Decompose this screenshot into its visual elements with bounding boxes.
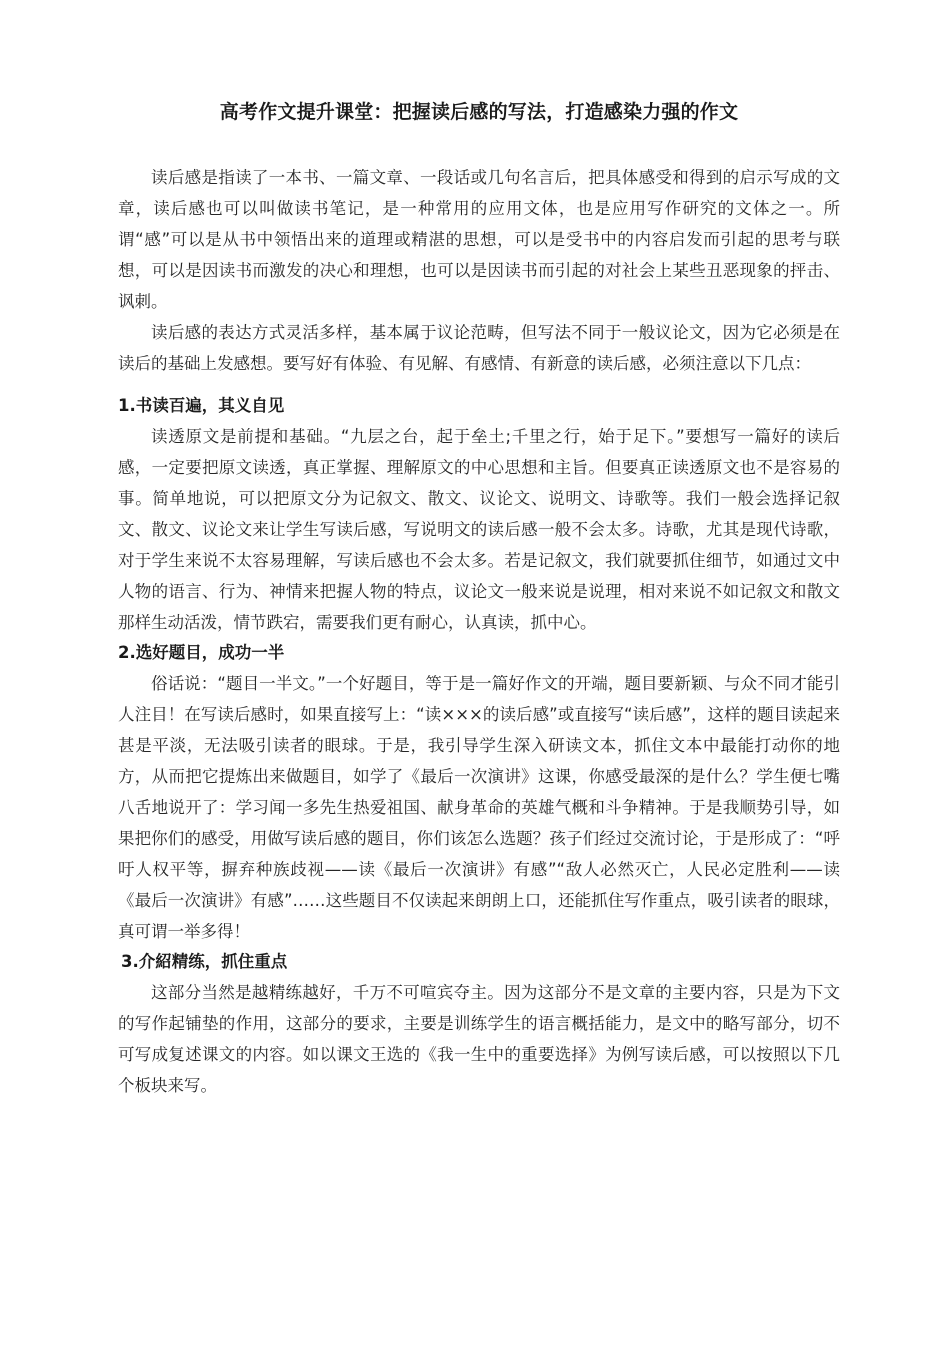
intro-paragraph-1: 读后感是指读了一本书、一篇文章、一段话或几句名言后，把具体感受和得到的启示写成的文章，读后感也可以叫做读书笔记，是一种常用的应用文体，也是应用写作研究的文体之一。所谓“感”可以是从书中领悟出来的道理或精湛的思想，可以是受书中的内容启发而引起的思考与联想，可以是因读书而激发的决心和理想，也可以是因读书而引起的对社会上某些丑恶现象的抨击、讽刺。 bbox=[118, 168, 840, 311]
section-3-body: 这部分当然是越精练越好，千万不可喧宾夺主。因为这部分不是文章的主要内容，只是为下文的写作起铺垫的作用，这部分的要求，主要是训练学生的语言概括能力，是文中的略写部分，切不可写成复述课文的内容。如以课文王选的《我一生中的重要选择》为例写读后感，可以按照以下几个板块来写。 bbox=[118, 983, 840, 1095]
section-2-body: 俗话说：“题目一半文。”一个好题目，等于是一篇好作文的开端，题目要新颖、与众不同才能引人注目！在写读后感时，如果直接写上：“读×××的读后感”或直接写“读后感”，这样的题目读起来甚是平淡，无法吸引读者的眼球。于是，我引导学生深入研读文本，抓住文本中最能打动你的地方，从而把它提炼出来做题目，如学了《最后一次演讲》这课，你感受最深的是什么？学生便七嘴八舌地说开了：学习闻一多先生热爱祖国、献身革命的英雄气概和斗争精神。于是我顺势引导，如果把你们的感受，用做写读后感的题目，你们该怎么选题？孩子们经过交流讨论，于是形成了：“呼吁人权平等，摒弃种族歧视——读《最后一次演讲》有感”“敌人必然灭亡，人民必定胜利——读《最后一次演讲》有感”……这些题目不仅读起来朗朗上口，还能抓住写作重点，吸引读者的眼球，真可谓一举多得！ bbox=[118, 674, 840, 941]
section-1 bbox=[118, 391, 840, 638]
section-3-heading: 3.介紹精练，抓住重点 bbox=[121, 952, 288, 971]
section-2 bbox=[118, 638, 840, 947]
intro-paragraph-2: 读后感的表达方式灵活多样，基本属于议论范畴，但写法不同于一般议论文，因为它必须是在读后的基础上发感想。要写好有体验、有见解、有感情、有新意的读后感，必须注意以下几点： bbox=[118, 323, 840, 373]
section-1-body: 读透原文是前提和基础。“九层之台，起于垒土;千里之行，始于足下。”要想写一篇好的读后感，一定要把原文读透，真正掌握、理解原文的中心思想和主旨。但要真正读透原文也不是容易的事。简单地说，可以把原文分为记叙文、散文、议论文、说明文、诗歌等。我们一般会选择记叙文、散文、议论文来让学生写读后感，写说明文的读后感一般不会太多。诗歌，尤其是现代诗歌，对于学生来说不太容易理解，写读后感也不会太多。若是记叙文，我们就要抓住细节，如通过文中人物的语言、行为、神情来把握人物的特点，议论文一般来说是说理，相对来说不如记叙文和散文那样生动活泼，情节跌宕，需要我们更有耐心，认真读，抓中心。 bbox=[118, 427, 840, 632]
document-page bbox=[118, 96, 840, 1101]
section-1-heading: 1.书读百遍，其义自见 bbox=[118, 396, 285, 415]
section-3 bbox=[118, 947, 840, 1101]
document-title: 高考作文提升课堂：把握读后感的写法，打造感染力强的作文 bbox=[219, 101, 739, 123]
section-2-heading: 2.选好题目，成功一半 bbox=[118, 643, 285, 662]
